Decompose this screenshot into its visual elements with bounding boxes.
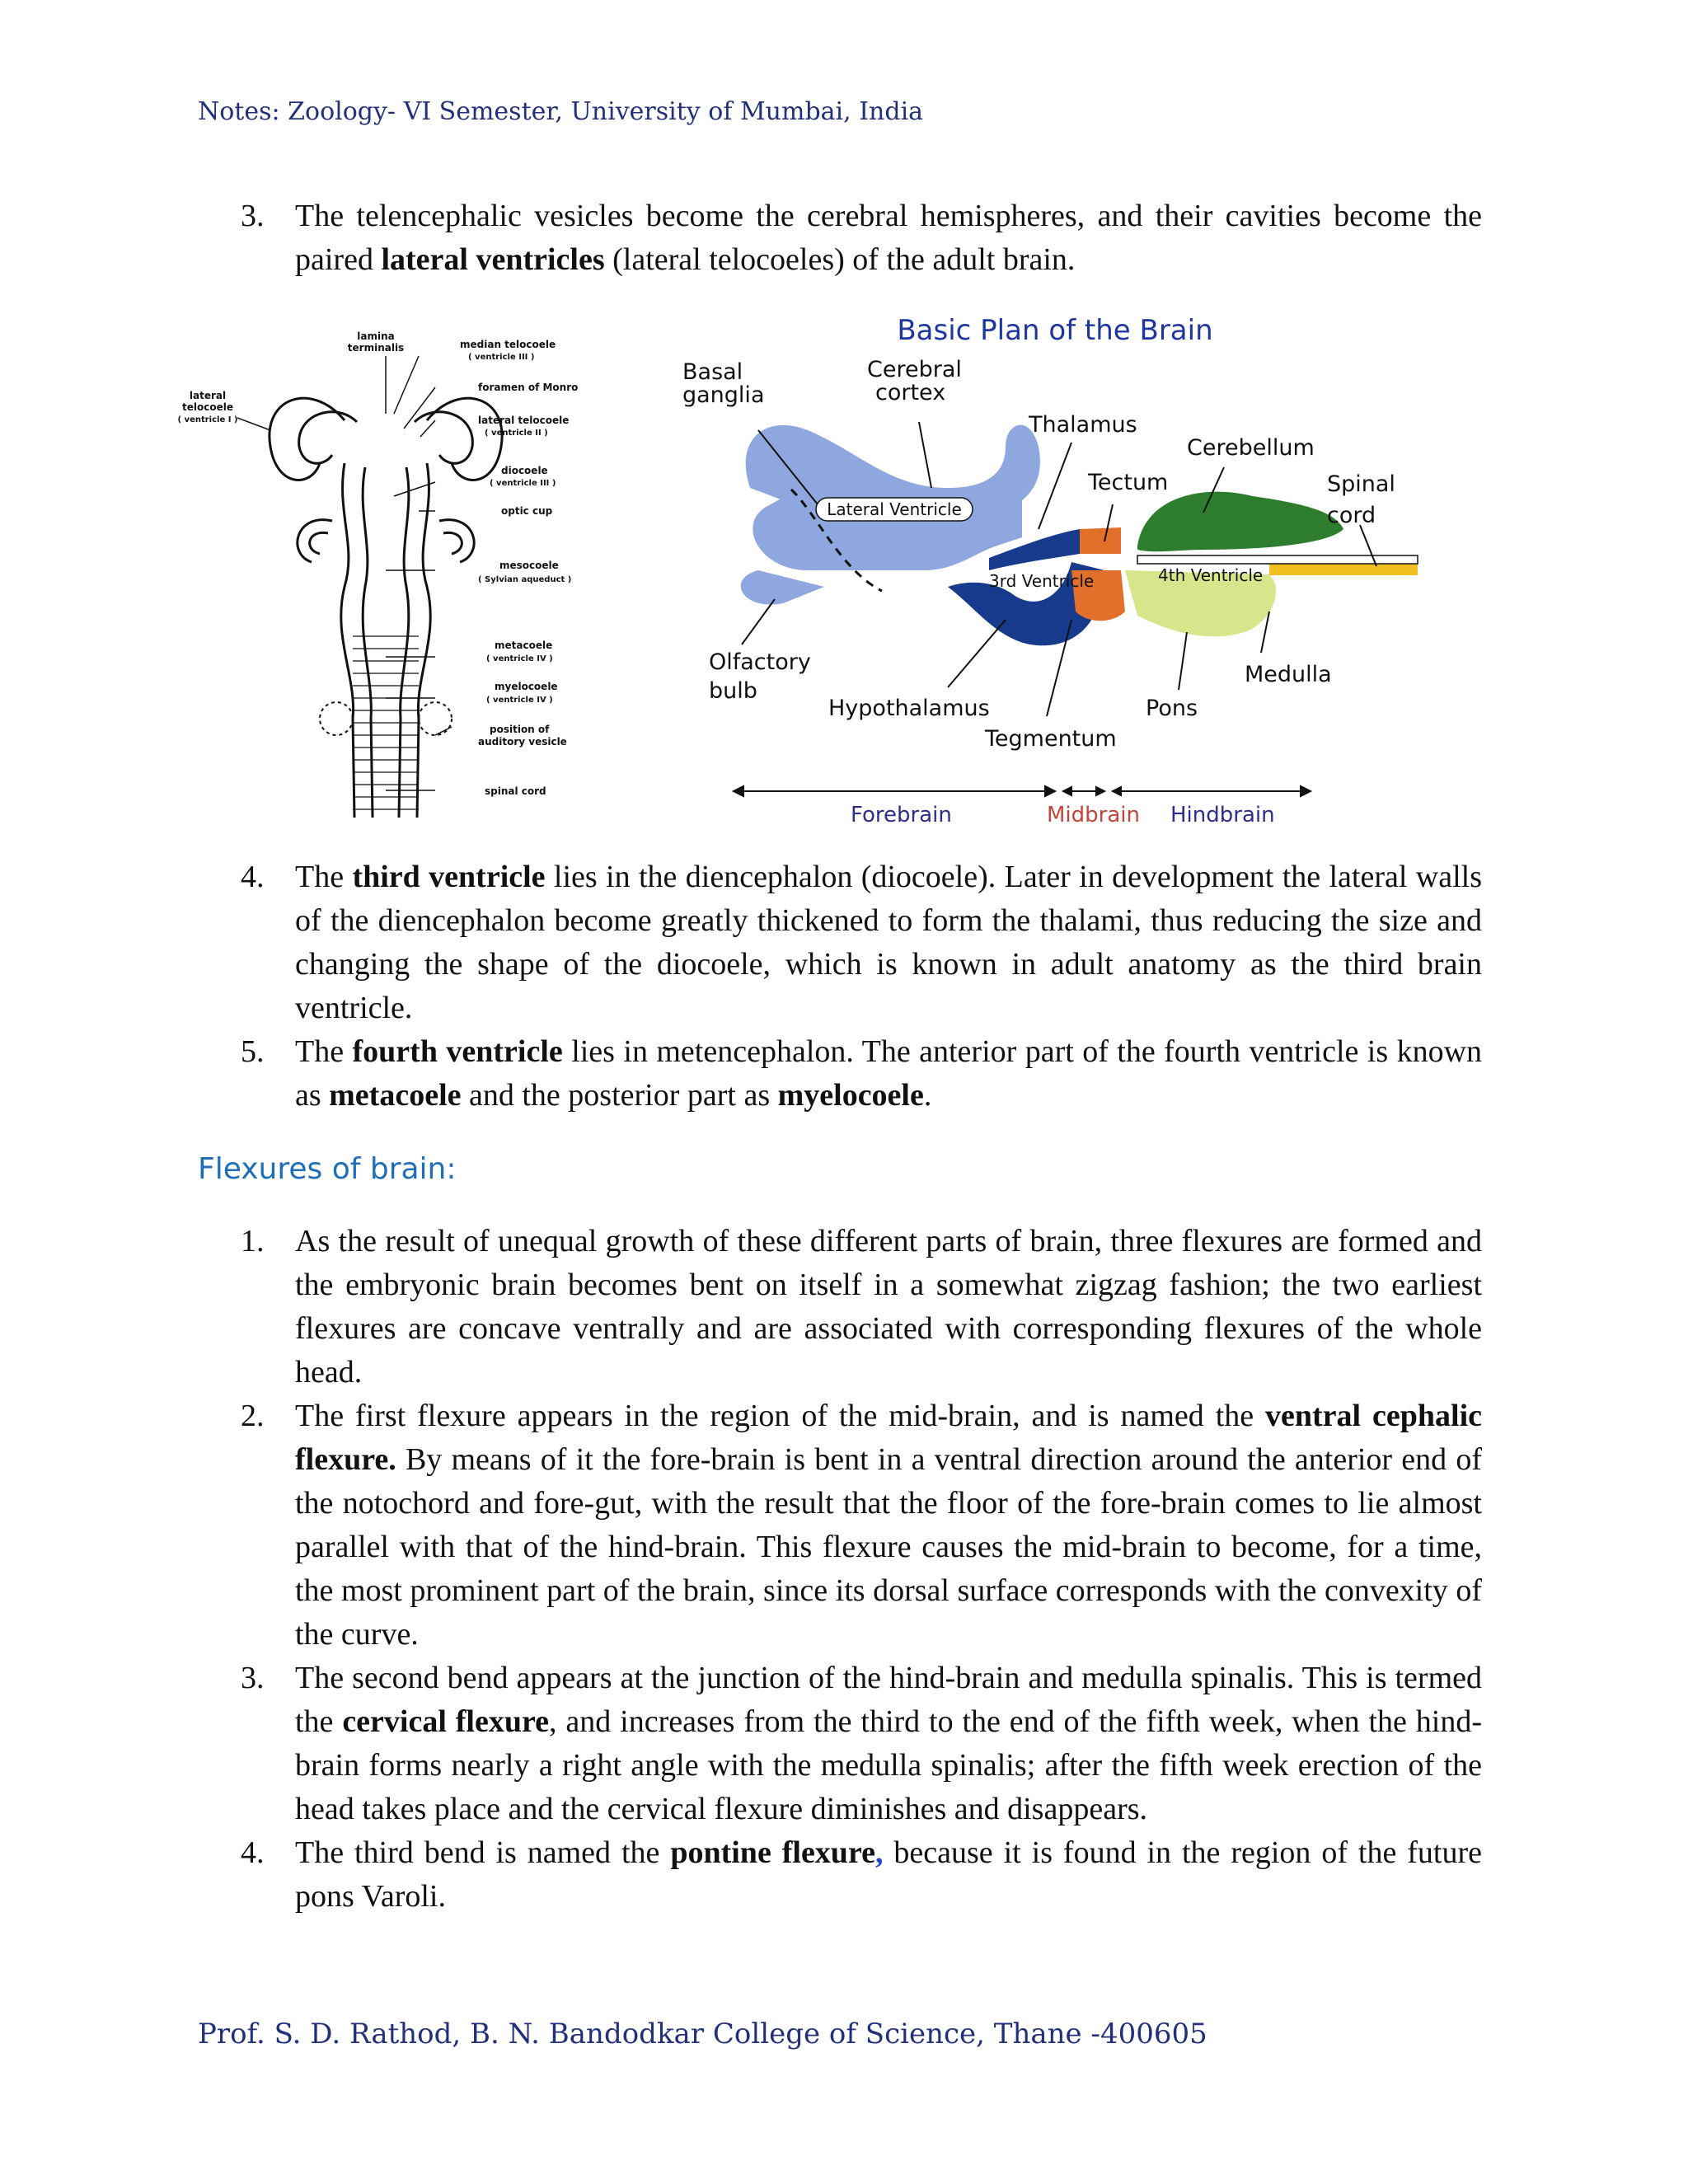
label-basal: Basal bbox=[682, 359, 743, 385]
item-number: 3. bbox=[241, 199, 265, 233]
label-position-of: position of bbox=[490, 724, 550, 735]
term-lateral-ventricles: lateral ventricles bbox=[381, 242, 605, 277]
list-item: 5. The fourth ventricle lies in metencephalon. The anterior part of the fourth ventricle is known as metacoele and the posterior part as myelocoele. bbox=[241, 1030, 1482, 1118]
label-mesocoele-sub: ( Sylvian aqueduct ) bbox=[478, 575, 572, 584]
label-cortex: cortex bbox=[875, 380, 946, 405]
label-cord: cord bbox=[1327, 503, 1376, 528]
label-lateral-1: lateral bbox=[189, 390, 227, 401]
term-ventral-cephalic-flexure: ventral cephalic flexure. bbox=[295, 1399, 1482, 1477]
olfactory-bulb-shape bbox=[741, 570, 824, 605]
item-number: 1. bbox=[241, 1224, 265, 1258]
label-median-telocoele: median telocoele bbox=[460, 339, 556, 350]
list-item: 4. The third ventricle lies in the diencephalon (diocoele). Later in development the lateral walls of the diencephalon become greatly thickened to form the thalami, thus reducing the size and changing the shape of the diocoele, which is known in adult anatomy as the third brain ventricle. bbox=[241, 855, 1482, 1030]
label-spinal-cord: spinal cord bbox=[485, 785, 546, 797]
label-myelocoele-sub: ( ventricle IV ) bbox=[486, 696, 553, 705]
term-cervical-flexure: cervical flexure bbox=[342, 1704, 550, 1739]
label-thalamus: Thalamus bbox=[1029, 412, 1137, 438]
term-fourth-ventricle: fourth ventricle bbox=[352, 1034, 563, 1069]
label-diocoele: diocoele bbox=[501, 465, 548, 476]
basic-brain-plan-figure bbox=[676, 307, 1426, 834]
item-number: 4. bbox=[241, 1835, 265, 1870]
term-metacoele: metacoele bbox=[329, 1078, 462, 1113]
label-ganglia: ganglia bbox=[682, 382, 765, 408]
label-lateral-3: ( ventricle I ) bbox=[177, 415, 238, 424]
term-myelocoele: myelocoele bbox=[777, 1078, 924, 1113]
flexures-list bbox=[241, 1220, 1482, 1919]
label-lateral-telocoele-sub: ( ventricle II ) bbox=[485, 429, 548, 438]
page-footer: Prof. S. D. Rathod, B. N. Bandodkar College of Science, Thane -400605 bbox=[198, 2018, 1207, 2050]
label-olfactory: Olfactory bbox=[709, 649, 811, 675]
ventricle-list-1 bbox=[241, 194, 1482, 282]
item-number: 4. bbox=[241, 860, 265, 894]
figure-title: Basic Plan of the Brain bbox=[897, 314, 1213, 347]
label-mesocoele: mesocoele bbox=[499, 560, 559, 571]
label-diocoele-sub: ( ventricle III ) bbox=[490, 479, 556, 488]
label-3rd-ventricle: 3rd Ventricle bbox=[989, 571, 1095, 591]
label-auditory-vesicle: auditory vesicle bbox=[478, 736, 567, 748]
label-foramen-monro: foramen of Monro bbox=[478, 382, 579, 393]
label-tectum: Tectum bbox=[1088, 470, 1169, 495]
comma-link[interactable]: , bbox=[875, 1835, 884, 1870]
list-item: 1. As the result of unequal growth of these different parts of brain, three flexures are formed and the embryonic brain becomes bent on itself in a somewhat zigzag fashion; the two earliest flexures are concave ventrally and are associated with corresponding flexures of the whole head. bbox=[241, 1220, 1482, 1394]
label-4th-ventricle: 4th Ventricle bbox=[1158, 565, 1264, 585]
label-cerebellum: Cerebellum bbox=[1187, 435, 1315, 461]
label-midbrain: Midbrain bbox=[1047, 803, 1140, 827]
label-lateral-ventricle: Lateral Ventricle bbox=[827, 499, 962, 519]
section-heading: Flexures of brain: bbox=[198, 1152, 457, 1186]
label-hindbrain: Hindbrain bbox=[1170, 803, 1275, 827]
label-hypothalamus: Hypothalamus bbox=[828, 696, 990, 721]
label-metacoele-sub: ( ventricle IV ) bbox=[486, 654, 553, 663]
ventricle-list-2 bbox=[241, 855, 1482, 1118]
label-median-sub: ( ventricle III ) bbox=[468, 353, 535, 362]
label-metacoele: metacoele bbox=[495, 640, 553, 651]
label-pons: Pons bbox=[1146, 696, 1198, 721]
label-terminalis: terminalis bbox=[347, 342, 405, 354]
label-tegmentum: Tegmentum bbox=[985, 726, 1117, 752]
label-lateral-2: telocoele bbox=[182, 401, 233, 413]
cerebellum-shape bbox=[1137, 492, 1343, 552]
label-bulb: bulb bbox=[709, 678, 757, 704]
label-medulla: Medulla bbox=[1245, 662, 1332, 687]
term-third-ventricle: third ventricle bbox=[352, 860, 546, 894]
list-item: 3. The telencephalic vesicles become the cerebral hemispheres, and their cavities become the paired lateral ventricles (lateral telocoeles) of the adult brain. bbox=[241, 194, 1482, 282]
page-header: Notes: Zoology- VI Semester, University of Mumbai, India bbox=[198, 97, 924, 126]
label-lateral-telocoele: lateral telocoele bbox=[478, 415, 570, 426]
label-lamina: lamina bbox=[357, 330, 395, 342]
label-optic-cup: optic cup bbox=[501, 505, 553, 517]
label-myelocoele: myelocoele bbox=[495, 681, 558, 692]
item-number: 5. bbox=[241, 1034, 265, 1069]
list-item: 4. The third bend is named the pontine flexure, because it is found in the region of the future pons Varoli. bbox=[241, 1831, 1482, 1919]
list-item: 3. The second bend appears at the junction of the hind-brain and medulla spinalis. This is termed the cervical flexure, and increases from the third to the end of the fifth week, when the hind-brain forms nearly a right angle with the medulla spinalis; after the fifth week erection of the head takes place and the cervical flexure diminishes and disappears. bbox=[241, 1657, 1482, 1831]
term-pontine-flexure: pontine flexure bbox=[670, 1835, 875, 1870]
list-item: 2. The first flexure appears in the region of the mid-brain, and is named the ventral cephalic flexure. By means of it the fore-brain is bent in a ventral direction around the anterior end of the notochord and fore-gut, with the result that the floor of the fore-brain comes to lie almost parallel with that of the hind-brain. This flexure causes the mid-brain to become, for a time, the most prominent part of the brain, since its dorsal surface corresponds with the convexity of the curve. bbox=[241, 1394, 1482, 1657]
embryonic-brain-figure bbox=[177, 323, 608, 834]
label-spinal: Spinal bbox=[1327, 471, 1395, 497]
item-number: 2. bbox=[241, 1399, 265, 1433]
item-number: 3. bbox=[241, 1661, 265, 1695]
label-forebrain: Forebrain bbox=[851, 803, 952, 827]
label-cerebral: Cerebral bbox=[867, 357, 962, 382]
tectum-shape bbox=[1080, 527, 1121, 554]
